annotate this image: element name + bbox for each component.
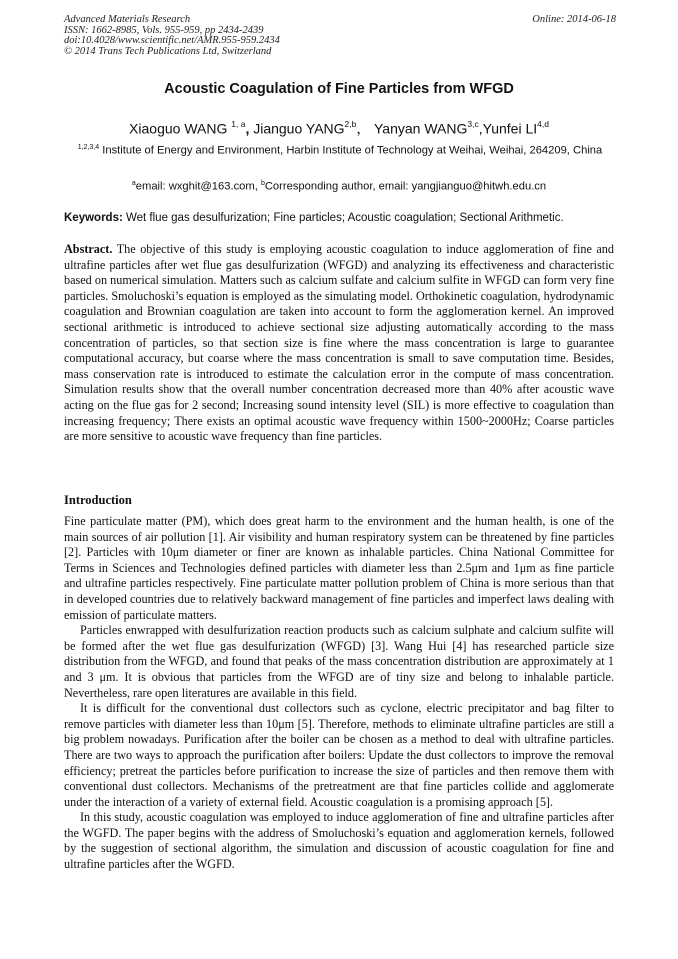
journal-copyright: © 2014 Trans Tech Publications Ltd, Switzerland — [64, 45, 272, 57]
affiliation-superscript: 1,2,3,4 — [77, 144, 100, 151]
online-date: Online: 2014-06-18 — [532, 14, 616, 25]
email-superscript: b — [260, 180, 265, 187]
keywords-label: Keywords: — [64, 212, 123, 224]
journal-doi: doi:10.4028/www.scientific.net/AMR.955-959.2434 — [64, 35, 280, 46]
paragraph: In this study, acoustic coagulation was employed to induce agglomeration of fine and ultrafine particles after the WGFD. The paper begins with the address of Smoluchoski’s equation and agglomeration kernels, followed by the suggestion of sectional algorithm, the simulation and discussion of acoustic coagulation for fine and ultrafine particles after the WGFD. — [64, 810, 614, 872]
author-separator: , — [245, 120, 250, 137]
paragraph: It is difficult for the conventional dust collectors such as cyclone, electric precipitator and bag filter to remove particles with diameter less than 10μm [5]. Therefore, methods to eliminate ultrafine particles are still a big problem nowadays. Purification after the boiler can be chosen as a method to deal with ultrafine particles. There are two ways to approach the purification after boilers: Update the dust collectors to improve the removal efficiency; pretreat the particles before purification to increase the size of particles and then remove them with conventional dust collectors. Mechanisms of the pretreatment are that fine particles collide and agglomerate under the interaction of a variety of external field. Acoustic coagulation is a promising approach [5]. — [64, 701, 614, 809]
journal-issn: ISSN: 1662-8985, Vols. 955-959, pp 2434-2439 — [64, 24, 264, 36]
affiliation — [64, 141, 616, 158]
abstract-text: The objective of this study is employing acoustic coagulation to induce agglomeration of fine and ultrafine particles after wet flue gas desulfurization (WFGD) and analyzing its effectiveness and characteristic based on numerical simulation. Matters such as calcium sulfate and calcium sulfite in WFGD can form very fine particles. Smoluchoski’s equation is employed as the simulating model. Orthokinetic coagulation, hydrodynamic coagulation and Brownian coagulation are taken into account to form the agglomeration kernel. An improved sectional arithmetic is introduced to achieve sectional size adjusting automatically according to the mass concentration of particles, so that section size is fine where the mass concentration is large to guarantee computational accuracy, but coarse where the mass concentration is small to save computation time. Besides, mass conservation rate is introduced to estimate the calculation error in the compute of mass concentration. Simulation results show that the overall number concentration decreased more than 40% after acoustic wave acting on the flue gas for 2 second; Increasing sound intensity level (SIL) is more effective to coagulation than increasing frequency; There exists an optimal acoustic wave frequency within 1500~2000Hz; Coarse particles are more sensitive to acoustic wave frequency than fine particles. — [64, 242, 614, 444]
author-name: ,Yunfei LI — [478, 120, 538, 137]
author-name: Xiaoguo WANG — [129, 120, 228, 137]
journal-name: Advanced Materials Research — [64, 14, 191, 25]
author-superscript: 2,b — [344, 119, 357, 129]
abstract — [64, 242, 614, 445]
paper-title: Acoustic Coagulation of Fine Particles from WFGD — [164, 81, 514, 97]
keywords — [64, 211, 624, 225]
abstract-label: Abstract. — [64, 242, 113, 256]
paragraph: Fine particulate matter (PM), which does great harm to the environment and the human health, is one of the main sources of air pollution [1]. Air visibility and human respiratory system can be threatened by fine particles [2]. Particles with 10μm diameter or finer are known as inhalable particles. China National Committee for Terms in Sciences and Technologies defined particles with diameter less than 2.5μm and 1μm as fine particle and ultrafine particles respectively. Fine particulate matter pollution problem of China is more serious than that in developed countries due to relatively backward management of fine particles and imperfect laws dealing with emission of particulate matters. — [64, 514, 614, 622]
email-text: email: wxghit@163.com, — [135, 180, 261, 193]
email-superscript: a — [131, 180, 136, 187]
author-list — [0, 116, 678, 138]
author-superscript: 4,d — [537, 119, 549, 129]
author-name: Jianguo YANG — [249, 120, 345, 137]
author-superscript: 3,c — [467, 119, 479, 129]
section-heading: Introduction — [64, 493, 132, 507]
author-emails — [0, 177, 678, 194]
keywords-text: Wet flue gas desulfurization; Fine particles; Acoustic coagulation; Sectional Arithmetic. — [122, 212, 564, 224]
author-superscript: 1, a — [231, 119, 246, 129]
paragraph: Particles enwrapped with desulfurization reaction products such as calcium sulphate and calcium sulfite will be formed after the wet flue gas desulfurization (WFGD) [3]. Wang Hui [4] has researched particle size distribution from the WFGD, and found that peaks of the mass concentration distribution are approximately at 1 and 3 μm. It is obvious that particles from the WFGD are of tiny size and belong to inhalable particle. Nevertheless, rare open literatures are available in this field. — [64, 623, 614, 700]
introduction-body — [64, 514, 614, 873]
author-name: ， Yanyan WANG — [356, 120, 468, 137]
email-text: Corresponding author, email: yangjianguo@hitwh.edu.cn — [264, 180, 547, 193]
affiliation-text: Institute of Energy and Environment, Harbin Institute of Technology at Weihai, Weihai, 264209, China — [99, 144, 603, 157]
journal-header — [64, 15, 616, 57]
